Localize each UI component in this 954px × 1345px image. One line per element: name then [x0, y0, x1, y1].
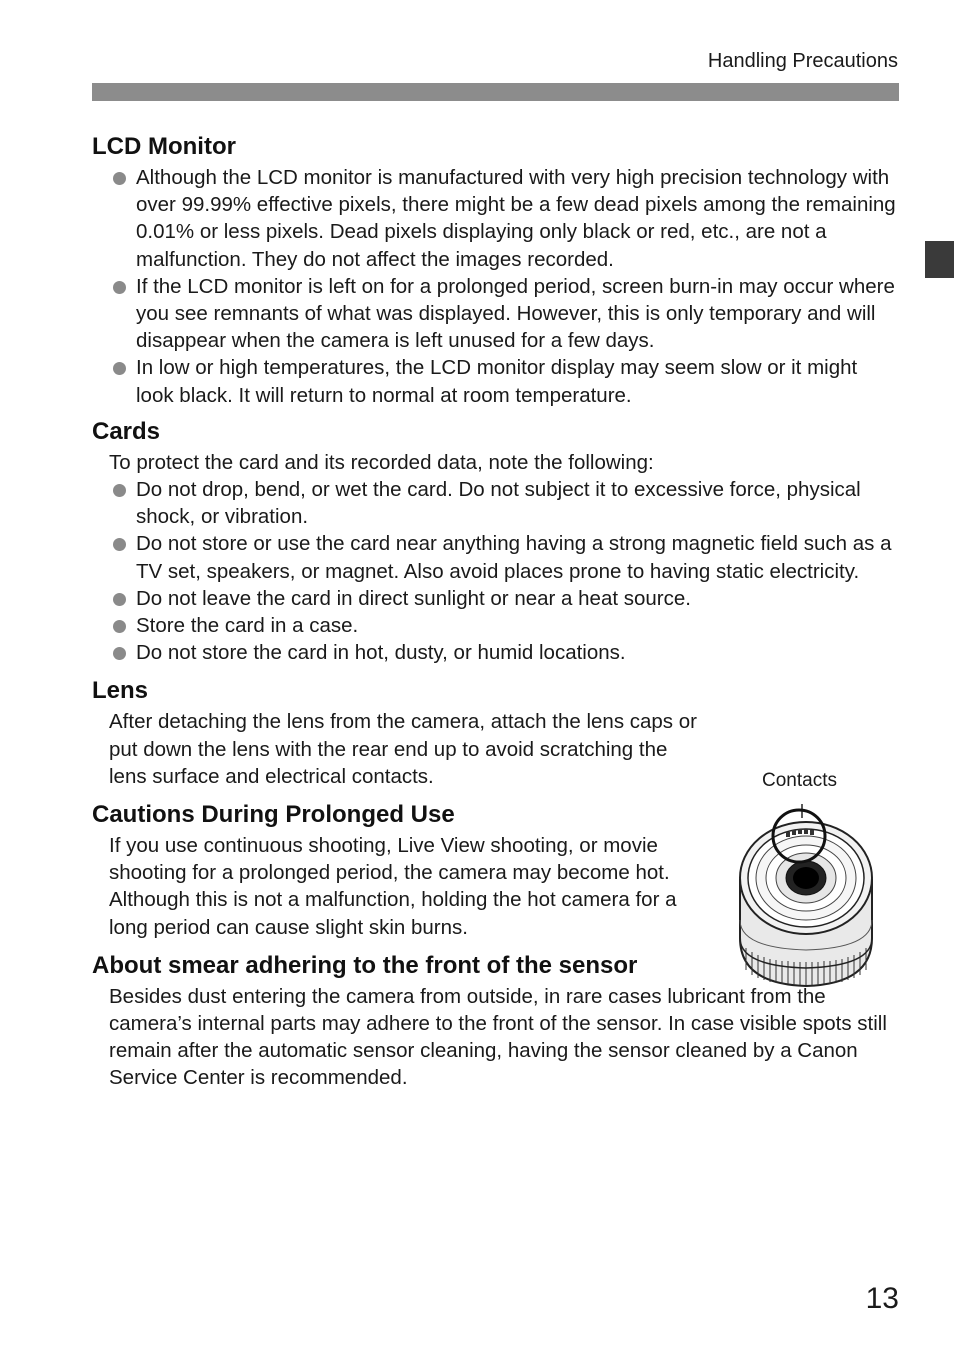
- lens-rear-illustration: [722, 770, 892, 1000]
- list-item: [92, 164, 897, 273]
- list-item: [92, 612, 897, 639]
- bullet-icon: [113, 593, 126, 606]
- page-number: 13: [865, 1282, 899, 1315]
- list-item-text: In low or high temperatures, the LCD monitor display may seem slow or it might look black. It will return to normal at room temperature.: [136, 356, 858, 407]
- section-title: Handling Precautions: [707, 50, 898, 72]
- smear-text: Besides dust entering the camera from outside, in rare cases lubricant from the camera’s internal parts may adhere to the front of the sensor. In case visible spots still remain after the automatic sensor cleaning, having the sensor cleaned by a Canon Service Center is recommended.: [109, 984, 887, 1090]
- list-item-text: Store the card in a case.: [136, 614, 359, 638]
- caution-heading: Cautions During Prolonged Use: [92, 801, 455, 829]
- header-bar: [92, 83, 899, 101]
- list-item-text: If the LCD monitor is left on for a prolonged period, screen burn-in may occur where you see remnants of what was displayed. However, this is only temporary and will disappear when the camera is left unused for a few days.: [136, 274, 895, 353]
- cards-section: [92, 415, 897, 667]
- bullet-icon: [113, 172, 126, 185]
- list-item-text: Do not drop, bend, or wet the card. Do not subject it to excessive force, physical shock, or vibration.: [136, 478, 861, 529]
- lcd-section: [92, 130, 897, 409]
- list-item: [92, 639, 897, 666]
- bullet-icon: [113, 620, 126, 633]
- smear-heading: About smear adhering to the front of the sensor: [92, 951, 638, 979]
- lens-figure: [722, 770, 892, 1000]
- list-item: [92, 530, 897, 584]
- list-item: [92, 273, 897, 355]
- lens-text: After detaching the lens from the camera, attach the lens caps or put down the lens with the rear end up to avoid scratching the lens surface and electrical contacts.: [109, 710, 697, 788]
- list-item: [92, 585, 897, 612]
- lcd-heading: LCD Monitor: [92, 133, 236, 160]
- cards-bullet-list: [92, 476, 897, 666]
- caution-text: If you use continuous shooting, Live View shooting, or movie shooting for a prolonged period, the camera may become hot. Although this is not a malfunction, holding the hot camera for a long period can cause slight skin burns.: [109, 834, 677, 939]
- list-item-text: Do not store or use the card near anything having a strong magnetic field such as a TV set, speakers, or magnet. Also avoid places prone to having static electricity.: [136, 532, 892, 583]
- list-item-text: Do not store the card in hot, dusty, or humid locations.: [136, 641, 626, 665]
- list-item-text: Although the LCD monitor is manufactured with very high precision technology with over 99.99% effective pixels, there might be a few dead pixels among the remaining 0.01% or less pixels. Dead pixels displaying only black or red, etc., are not a malfunction. They do not affect the images recorded.: [136, 166, 896, 271]
- bullet-icon: [113, 647, 126, 660]
- cards-heading: Cards: [92, 417, 161, 445]
- cards-intro: To protect the card and its recorded data, note the following:: [109, 450, 654, 474]
- lcd-bullet-list: [92, 164, 897, 409]
- bullet-icon: [113, 484, 126, 497]
- bullet-icon: [113, 538, 126, 551]
- lens-heading: Lens: [92, 677, 149, 705]
- contacts-label: Contacts: [762, 770, 837, 791]
- bullet-icon: [113, 281, 126, 294]
- list-item: [92, 354, 897, 408]
- bullet-icon: [113, 362, 126, 375]
- list-item-text: Do not leave the card in direct sunlight or near a heat source.: [136, 586, 691, 610]
- list-item: [92, 476, 897, 530]
- chapter-tab: [925, 241, 954, 278]
